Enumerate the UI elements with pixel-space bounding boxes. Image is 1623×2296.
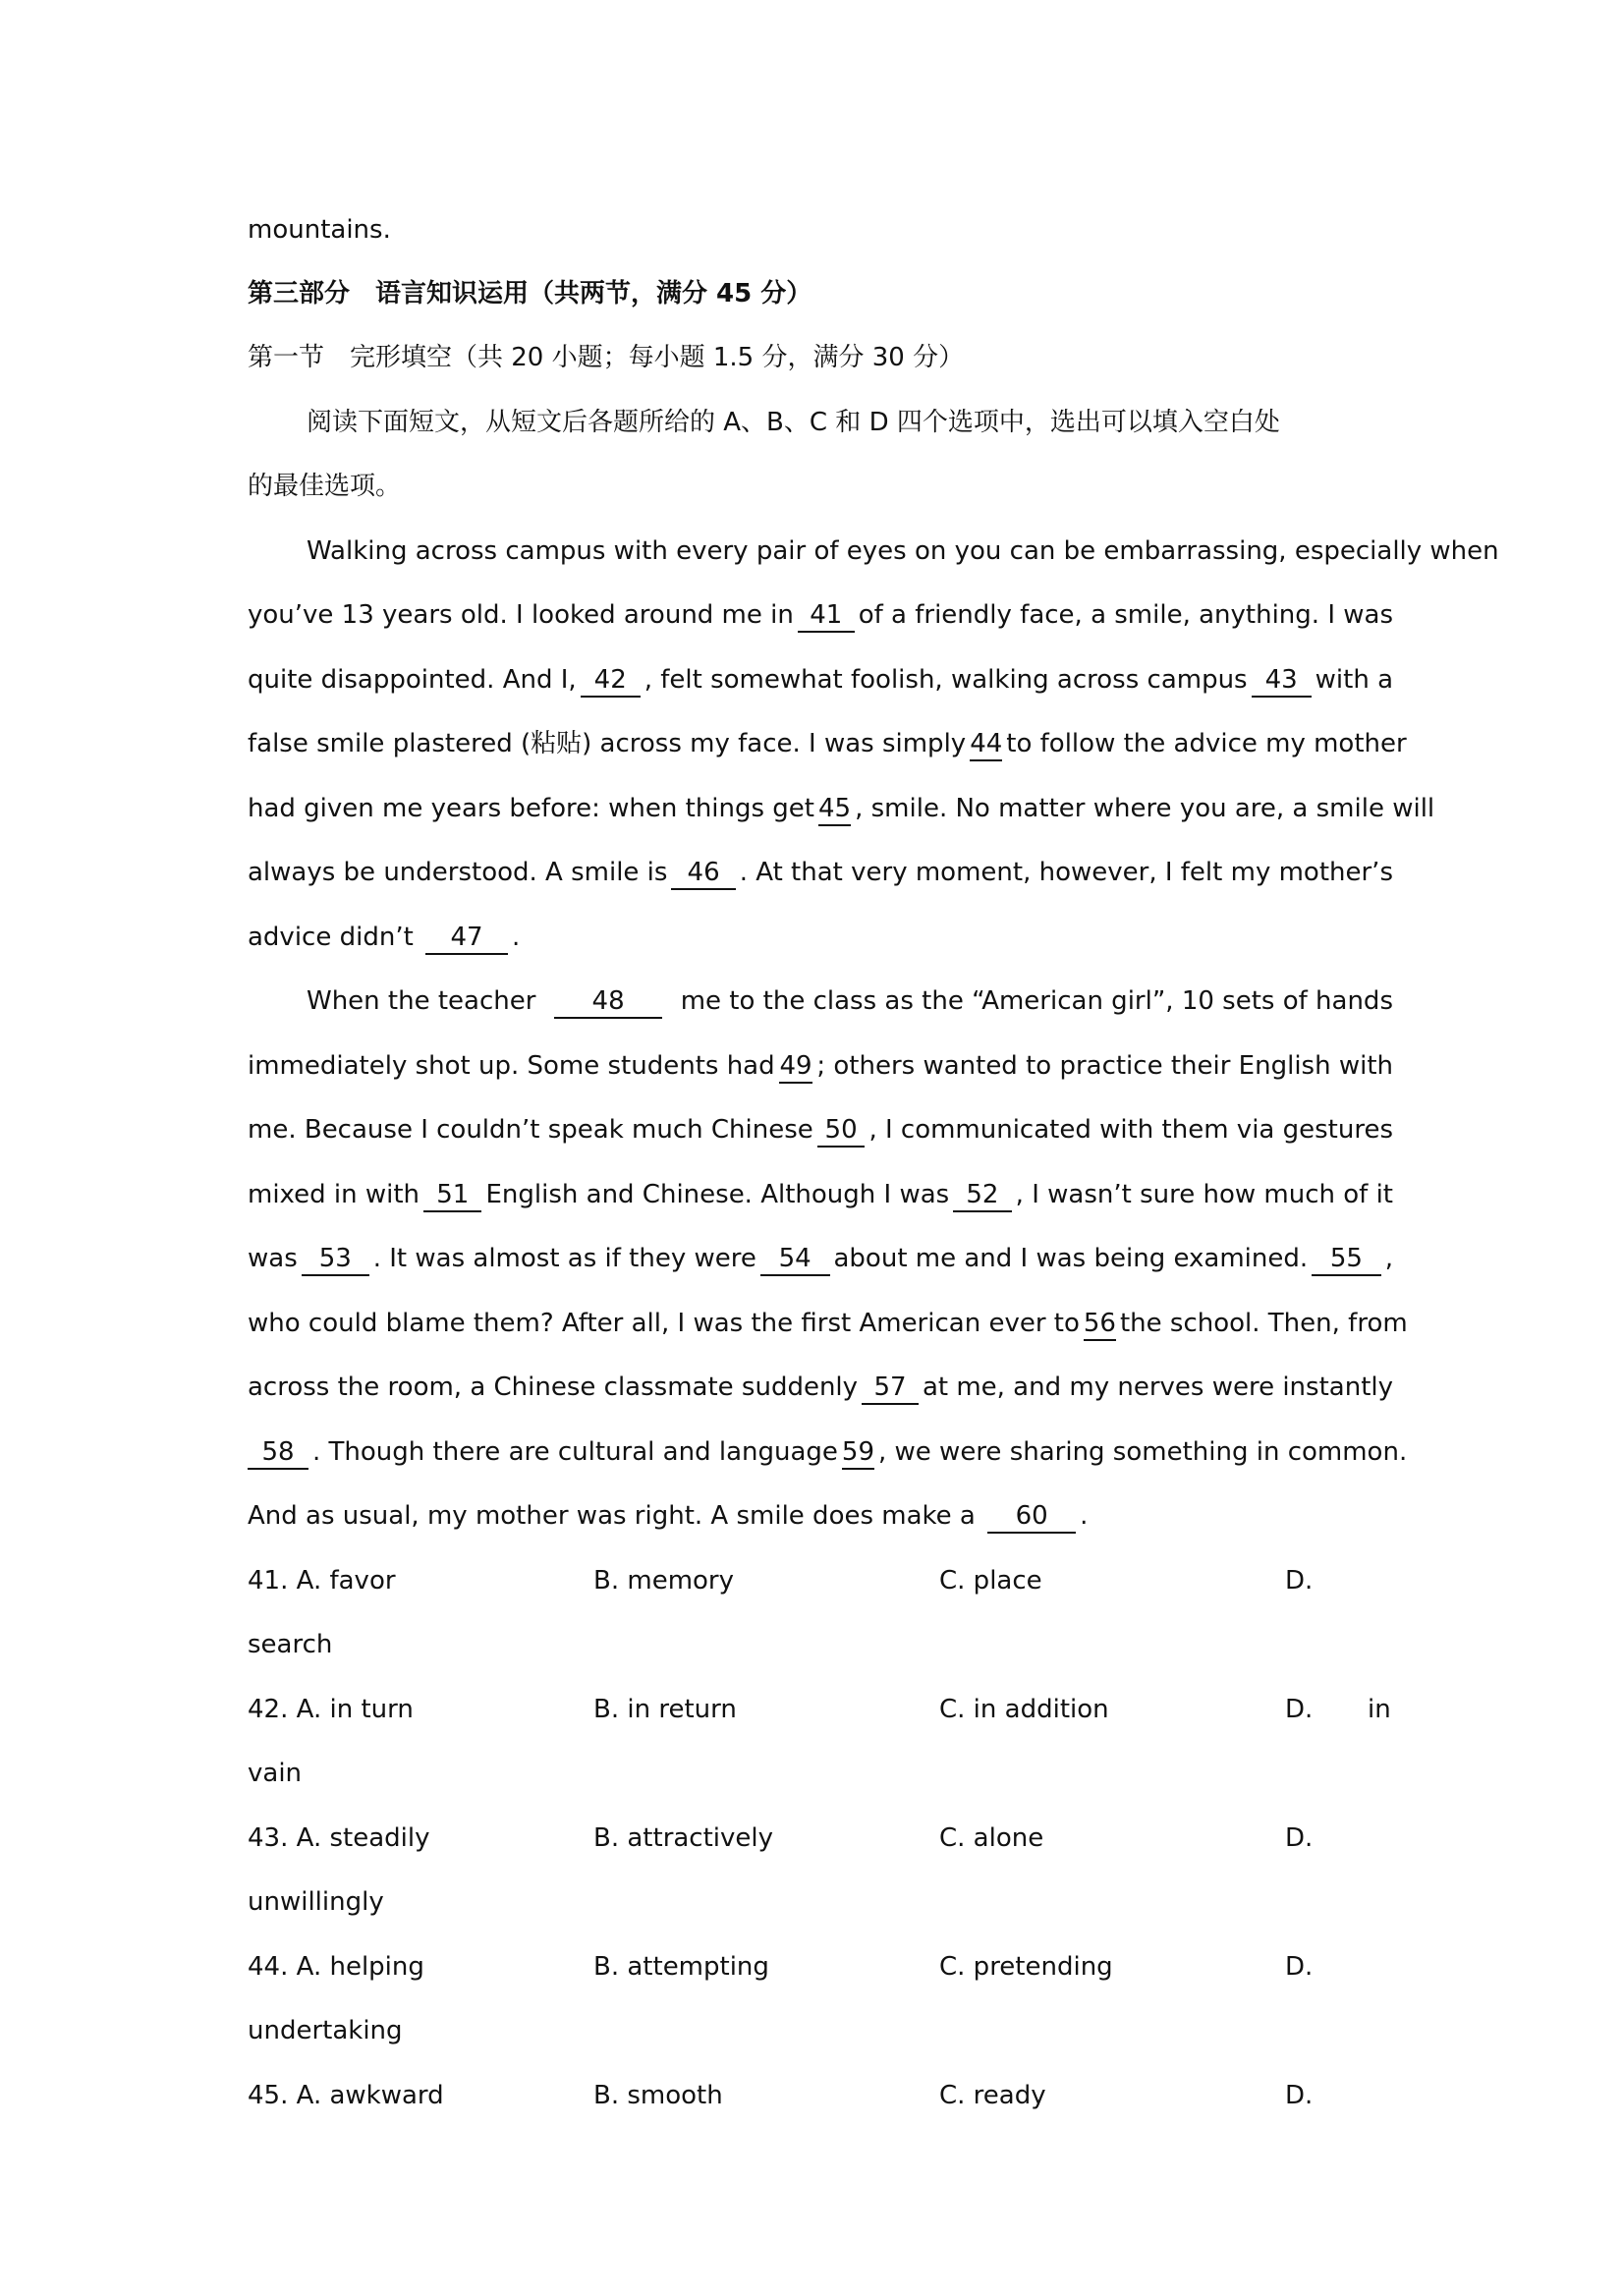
passage-text: immediately shot up. Some students had [248,1051,775,1081]
blank-50: 50 [817,1114,866,1148]
passage-text: of a friendly face, a smile, anything. I was [858,600,1393,630]
passage-p2-line-9 [248,1496,1393,1536]
blank-58: 58 [248,1436,308,1470]
option-d: D. [1285,1695,1314,1724]
option-c: C. alone [939,1823,1044,1853]
passage-p2-line-5 [248,1239,1393,1278]
passage-text: false smile plastered (粘贴) across my face. I was simply [248,729,967,758]
passage-text: , we were sharing something in common. [878,1437,1408,1467]
blank-57: 57 [862,1372,919,1405]
option-d-extra: in [1368,1695,1391,1724]
passage-text: mixed in with [248,1180,420,1209]
passage-p1-line-1 [248,532,1499,571]
blank-46: 46 [671,857,735,890]
option-d: D. [1285,1823,1314,1853]
passage-text: . [512,923,521,952]
passage-text: the school. Then, from [1119,1309,1408,1338]
passage-text: you’ve 13 years old. I looked around me in [248,600,794,630]
option-a: 44. A. helping [248,1952,424,1982]
blank-49: 49 [779,1050,813,1084]
blank-55: 55 [1312,1243,1381,1276]
blank-56: 56 [1084,1308,1116,1341]
passage-text: me to the class as the “American girl”, 10 sets of hands [680,986,1393,1016]
passage-p2-line-6 [248,1304,1408,1343]
option-a: 41. A. favor [248,1566,396,1596]
passage-p2-line-8 [248,1432,1408,1472]
lead-line: mountains. [248,215,391,245]
option-a: 42. A. in turn [248,1695,414,1724]
option-b: B. attractively [593,1823,774,1853]
option-b: B. memory [593,1566,734,1596]
passage-text: , I communicated with them via gestures [868,1115,1393,1145]
passage-text: English and Chinese. Although I was [485,1180,950,1209]
passage-text: across the room, a Chinese classmate suddenly [248,1372,859,1402]
instructions-line-2: 的最佳选项。 [248,472,402,501]
blank-51: 51 [423,1179,481,1212]
option-b: B. attempting [593,1952,769,1982]
passage-text: . At that very moment, however, I felt my mother’s [739,858,1393,887]
passage-text: to follow the advice my mother [1006,729,1407,758]
blank-41: 41 [798,599,855,633]
passage-text: . [1080,1501,1089,1531]
option-d-text: unwillingly [248,1887,384,1917]
passage-text: , smile. No matter where you are, a smile will [855,794,1435,823]
option-c: C. ready [939,2081,1046,2110]
passage-text: had given me years before: when things get [248,794,815,823]
passage-text: advice didn’t [248,923,414,952]
passage-text: And as usual, my mother was right. A smile does make a [248,1501,976,1531]
option-d-text: vain [248,1759,303,1788]
blank-60: 60 [987,1500,1076,1534]
blank-53: 53 [302,1243,369,1276]
option-a: 43. A. steadily [248,1823,430,1853]
passage-text: When the teacher [307,986,536,1016]
passage-text: always be understood. A smile is [248,858,668,887]
passage-text: ; others wanted to practice their English with [816,1051,1393,1081]
passage-p2-line-4 [248,1175,1393,1214]
blank-45: 45 [818,793,851,826]
option-a: 45. A. awkward [248,2081,444,2110]
passage-text: with a [1315,665,1393,695]
option-d: D. [1285,2081,1314,2110]
passage-text: Walking across campus with every pair of eyes on you can be embarrassing, especially when [307,536,1499,566]
option-b: B. smooth [593,2081,723,2110]
passage-text: , felt somewhat foolish, walking across campus [644,665,1248,695]
section-title: 第三部分 语言知识运用（共两节，满分 45 分） [248,279,812,308]
blank-52: 52 [953,1179,1011,1212]
blank-54: 54 [760,1243,830,1276]
option-c: C. place [939,1566,1042,1596]
blank-48: 48 [554,985,662,1019]
passage-text: . Though there are cultural and language [312,1437,838,1467]
passage-p1-line-5 [248,789,1435,828]
blank-42: 42 [581,664,641,698]
blank-43: 43 [1252,664,1312,698]
passage-text: , [1384,1244,1394,1273]
option-d-text: undertaking [248,2016,403,2045]
passage-p1-line-7 [248,918,1393,957]
option-c: C. pretending [939,1952,1113,1982]
passage-p1-line-6 [248,853,1393,892]
option-b: B. in return [593,1695,737,1724]
passage-p2-line-1 [248,981,1393,1021]
passage-p2-line-7 [248,1368,1393,1407]
passage-text: . It was almost as if they were [372,1244,756,1273]
passage-p2-line-3 [248,1110,1393,1149]
blank-47: 47 [425,922,508,955]
passage-p1-line-2 [248,595,1393,635]
passage-p1-line-4 [248,724,1407,763]
instructions-line-1: 阅读下面短文，从短文后各题所给的 A、B、C 和 D 四个选项中，选出可以填入空白处 [307,408,1280,437]
passage-text: me. Because I couldn’t speak much Chinese [248,1115,813,1145]
passage-text: , I wasn’t sure how much of it [1015,1180,1393,1209]
passage-text: who could blame them? After all, I was the first American ever to [248,1309,1080,1338]
option-d-text: search [248,1630,333,1659]
subsection-title: 第一节 完形填空（共 20 小题；每小题 1.5 分，满分 30 分） [248,343,965,372]
option-d: D. [1285,1952,1314,1982]
blank-59: 59 [842,1436,874,1470]
passage-text: at me, and my nerves were instantly [922,1372,1393,1402]
passage-p1-line-3 [248,660,1393,700]
passage-text: about me and I was being examined. [833,1244,1309,1273]
option-d: D. [1285,1566,1314,1596]
passage-text: quite disappointed. And I, [248,665,577,695]
passage-text: was [248,1244,298,1273]
option-c: C. in addition [939,1695,1109,1724]
blank-44: 44 [970,728,1002,761]
passage-p2-line-2 [248,1046,1393,1086]
